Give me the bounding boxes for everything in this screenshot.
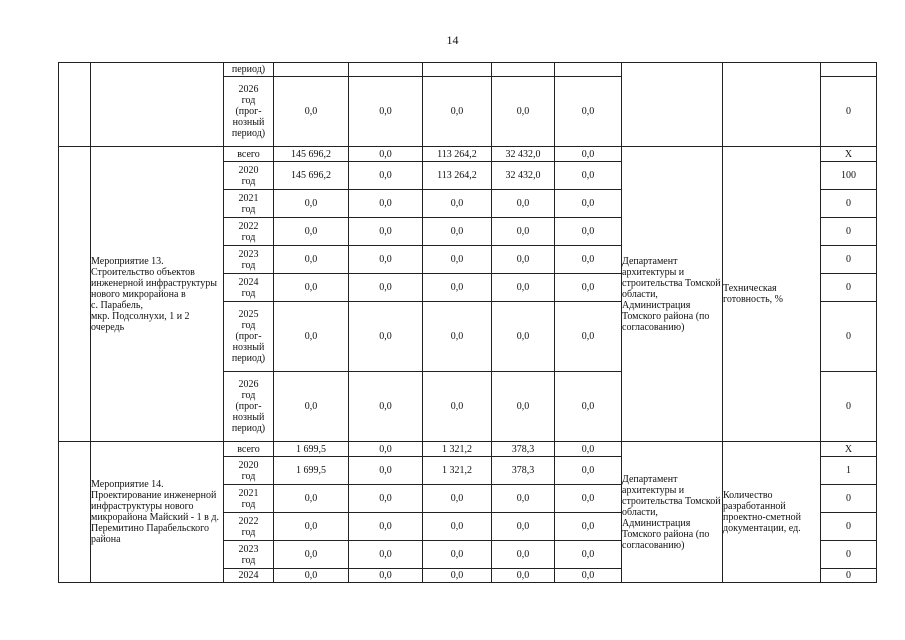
target-value-cell: X (821, 147, 877, 162)
value-cell: 0,0 (423, 372, 492, 442)
target-value-cell: 0 (821, 569, 877, 583)
value-cell: 0,0 (423, 485, 492, 513)
value-cell: 1 699,5 (274, 442, 349, 457)
year-cell: всего (224, 147, 274, 162)
value-cell: 0,0 (555, 541, 622, 569)
indicator-cell: Количество разработанной проектно-сметной документации, ед. (723, 442, 821, 583)
target-value-cell: 0 (821, 274, 877, 302)
target-value-cell: 0 (821, 485, 877, 513)
year-cell: 2020 год (224, 457, 274, 485)
value-cell: 0,0 (423, 218, 492, 246)
executor-cell: Департамент архитектуры и строительства Томской области, Администрация Томского района (по согласованию) (622, 442, 723, 583)
value-cell: 0,0 (423, 541, 492, 569)
value-cell: 0,0 (492, 569, 555, 583)
value-cell: 0,0 (274, 485, 349, 513)
value-cell: 0,0 (349, 485, 423, 513)
value-cell: 0,0 (349, 147, 423, 162)
value-cell: 0,0 (274, 569, 349, 583)
value-cell: 1 321,2 (423, 457, 492, 485)
target-value-cell (821, 63, 877, 77)
value-cell: 0,0 (349, 442, 423, 457)
value-cell: 0,0 (492, 485, 555, 513)
row-number-cell (59, 442, 91, 583)
value-cell: 0,0 (423, 569, 492, 583)
year-cell: 2022 год (224, 218, 274, 246)
value-cell: 0,0 (274, 77, 349, 147)
value-cell: 0,0 (492, 541, 555, 569)
value-cell: 0,0 (555, 246, 622, 274)
value-cell: 0,0 (274, 302, 349, 372)
value-cell: 0,0 (423, 77, 492, 147)
value-cell: 0,0 (349, 302, 423, 372)
value-cell: 0,0 (492, 302, 555, 372)
value-cell: 0,0 (274, 218, 349, 246)
value-cell: 0,0 (274, 190, 349, 218)
target-value-cell: 0 (821, 190, 877, 218)
value-cell: 0,0 (423, 513, 492, 541)
value-cell (274, 63, 349, 77)
value-cell: 113 264,2 (423, 162, 492, 190)
year-cell: 2021 год (224, 190, 274, 218)
value-cell: 0,0 (423, 190, 492, 218)
value-cell: 0,0 (423, 302, 492, 372)
value-cell: 0,0 (423, 246, 492, 274)
value-cell: 0,0 (349, 541, 423, 569)
event-name-cell: Мероприятие 14. Проектирование инженерной инфраструктуры нового микрорайона Майский - 1 в д. Перемитино Парабельского района (91, 442, 224, 583)
value-cell: 0,0 (492, 372, 555, 442)
value-cell: 0,0 (555, 513, 622, 541)
value-cell: 0,0 (555, 457, 622, 485)
value-cell: 0,0 (555, 302, 622, 372)
value-cell: 0,0 (274, 274, 349, 302)
value-cell: 0,0 (349, 190, 423, 218)
target-value-cell: 100 (821, 162, 877, 190)
year-cell: 2024 (224, 569, 274, 583)
year-cell: 2024 год (224, 274, 274, 302)
value-cell: 0,0 (555, 147, 622, 162)
year-cell: 2022 год (224, 513, 274, 541)
target-value-cell: 0 (821, 246, 877, 274)
value-cell: 0,0 (349, 513, 423, 541)
value-cell: 378,3 (492, 457, 555, 485)
value-cell: 0,0 (555, 77, 622, 147)
value-cell: 0,0 (555, 190, 622, 218)
value-cell: 378,3 (492, 442, 555, 457)
value-cell: 0,0 (555, 162, 622, 190)
year-cell: всего (224, 442, 274, 457)
value-cell: 0,0 (274, 372, 349, 442)
target-value-cell: 0 (821, 218, 877, 246)
value-cell: 0,0 (555, 442, 622, 457)
table-row (59, 147, 877, 162)
value-cell: 0,0 (555, 485, 622, 513)
value-cell: 0,0 (555, 218, 622, 246)
target-value-cell: X (821, 442, 877, 457)
year-cell: 2026 год (прог- нозный период) (224, 372, 274, 442)
executor-cell: Департамент архитектуры и строительства Томской области, Администрация Томского района (по согласованию) (622, 147, 723, 442)
value-cell: 0,0 (274, 513, 349, 541)
year-cell: период) (224, 63, 274, 77)
program-table (58, 62, 877, 583)
event-name-cell: Мероприятие 13. Строительство объектов инженерной инфраструктуры нового микрорайона в с. Парабель, мкр. Подсолнухи, 1 и 2 очередь (91, 147, 224, 442)
table-row (59, 63, 877, 77)
value-cell: 0,0 (349, 77, 423, 147)
year-cell: 2025 год (прог- нозный период) (224, 302, 274, 372)
value-cell: 0,0 (274, 541, 349, 569)
year-cell: 2026 год (прог- нозный период) (224, 77, 274, 147)
value-cell: 32 432,0 (492, 162, 555, 190)
value-cell: 113 264,2 (423, 147, 492, 162)
value-cell: 0,0 (492, 246, 555, 274)
indicator-cell (723, 63, 821, 147)
year-cell: 2023 год (224, 246, 274, 274)
value-cell: 0,0 (349, 457, 423, 485)
value-cell: 0,0 (274, 246, 349, 274)
value-cell: 0,0 (349, 569, 423, 583)
target-value-cell: 0 (821, 77, 877, 147)
value-cell: 0,0 (492, 218, 555, 246)
value-cell: 0,0 (492, 513, 555, 541)
target-value-cell: 0 (821, 541, 877, 569)
value-cell: 0,0 (555, 274, 622, 302)
event-name-cell (91, 63, 224, 147)
value-cell: 0,0 (349, 162, 423, 190)
value-cell: 0,0 (492, 190, 555, 218)
value-cell: 0,0 (492, 77, 555, 147)
value-cell (492, 63, 555, 77)
year-cell: 2021 год (224, 485, 274, 513)
value-cell: 1 699,5 (274, 457, 349, 485)
value-cell (349, 63, 423, 77)
target-value-cell: 0 (821, 302, 877, 372)
page-number: 14 (446, 33, 459, 47)
value-cell: 0,0 (349, 372, 423, 442)
table-row (59, 442, 877, 457)
value-cell: 0,0 (492, 274, 555, 302)
row-number-cell (59, 63, 91, 147)
row-number-cell (59, 147, 91, 442)
value-cell: 32 432,0 (492, 147, 555, 162)
target-value-cell: 1 (821, 457, 877, 485)
target-value-cell: 0 (821, 513, 877, 541)
value-cell: 1 321,2 (423, 442, 492, 457)
value-cell: 0,0 (555, 372, 622, 442)
value-cell: 0,0 (555, 569, 622, 583)
value-cell: 145 696,2 (274, 147, 349, 162)
year-cell: 2020 год (224, 162, 274, 190)
value-cell: 0,0 (423, 274, 492, 302)
indicator-cell: Техническая готовность, % (723, 147, 821, 442)
value-cell: 0,0 (349, 246, 423, 274)
year-cell: 2023 год (224, 541, 274, 569)
value-cell: 0,0 (349, 218, 423, 246)
value-cell (423, 63, 492, 77)
target-value-cell: 0 (821, 372, 877, 442)
value-cell: 0,0 (349, 274, 423, 302)
value-cell (555, 63, 622, 77)
executor-cell (622, 63, 723, 147)
value-cell: 145 696,2 (274, 162, 349, 190)
